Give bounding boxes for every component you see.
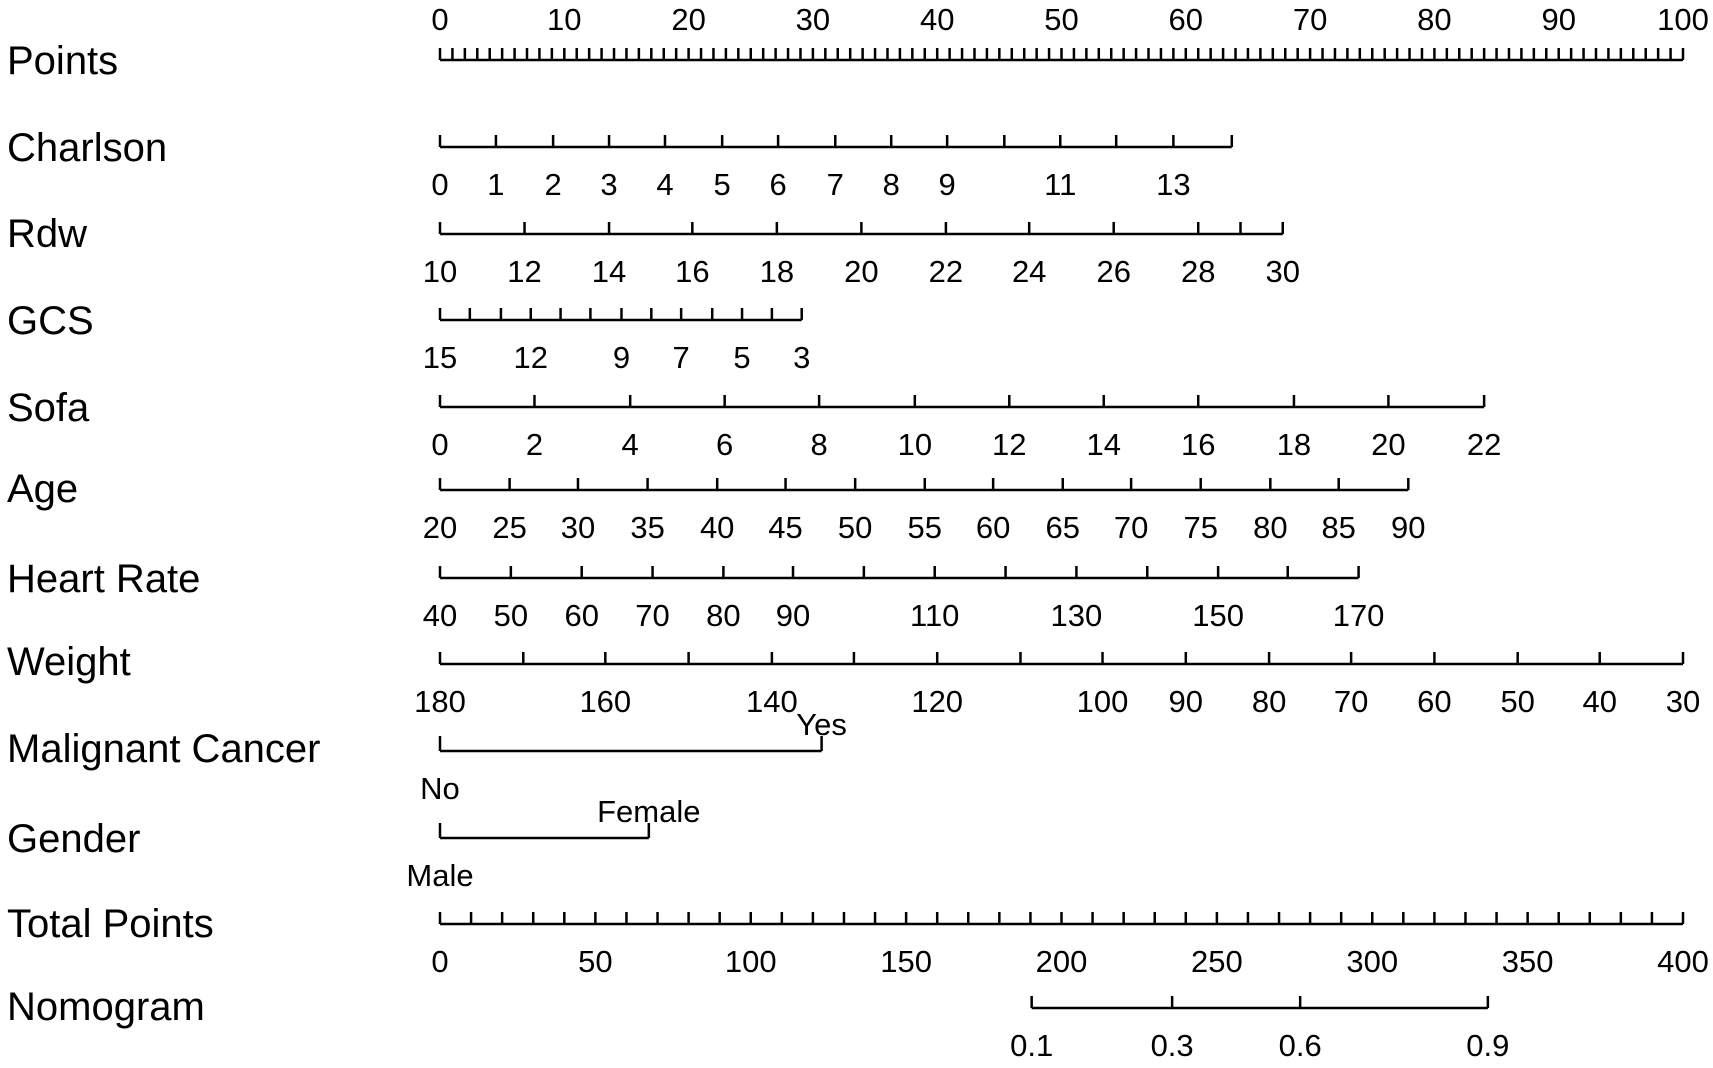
tick-label: 11 <box>1044 167 1077 202</box>
tick-label: 60 <box>1417 684 1452 719</box>
tick-label: Male <box>406 858 474 893</box>
row-gender <box>7 794 701 893</box>
tick-label: 60 <box>564 598 599 633</box>
tick-label: 90 <box>1391 510 1426 545</box>
tick-label: 7 <box>672 340 690 375</box>
tick-label: 0.6 <box>1278 1028 1322 1063</box>
tick-label: 75 <box>1183 510 1218 545</box>
tick-label: 4 <box>621 427 639 462</box>
tick-label: 130 <box>1050 598 1103 633</box>
tick-label: 90 <box>775 598 811 633</box>
tick-label: 10 <box>422 254 458 289</box>
row-age <box>7 467 1426 545</box>
tick-label: 26 <box>1096 254 1131 289</box>
row-label: Nomogram <box>7 985 205 1029</box>
tick-label: 110 <box>910 598 960 633</box>
tick-label: 180 <box>414 684 466 719</box>
row-label: Heart Rate <box>7 557 201 601</box>
tick-label: 4 <box>656 167 674 202</box>
tick-label: 20 <box>422 510 458 545</box>
row-label: Rdw <box>7 212 88 256</box>
row-label: Age <box>7 467 79 511</box>
tick-label: 90 <box>1168 684 1204 719</box>
tick-label: 25 <box>492 510 527 545</box>
tick-label: 80 <box>1417 2 1452 37</box>
tick-label: 350 <box>1501 944 1554 979</box>
tick-label: 40 <box>699 510 735 545</box>
tick-label: 20 <box>844 254 879 289</box>
tick-label: 150 <box>880 944 932 979</box>
tick-label: 24 <box>1011 254 1047 289</box>
tick-label: 400 <box>1657 944 1709 979</box>
tick-label: 0 <box>431 427 449 462</box>
row-heart-rate <box>7 557 1384 633</box>
tick-label: 50 <box>1044 2 1079 37</box>
tick-label: 16 <box>1180 427 1216 462</box>
row-label: Malignant Cancer <box>7 727 321 771</box>
tick-label: 3 <box>600 167 618 202</box>
tick-label: 12 <box>513 340 548 375</box>
row-points <box>7 2 1709 83</box>
row-label: Gender <box>7 817 141 861</box>
tick-label: 50 <box>837 510 873 545</box>
tick-label: 30 <box>795 2 831 37</box>
tick-label: 30 <box>1265 254 1300 289</box>
tick-label: 20 <box>671 2 706 37</box>
tick-label: 85 <box>1321 510 1356 545</box>
tick-label: 2 <box>544 167 562 202</box>
tick-label: 10 <box>897 427 933 462</box>
tick-label: 45 <box>768 510 803 545</box>
tick-label: 6 <box>716 427 734 462</box>
tick-label: 5 <box>733 340 751 375</box>
row-label: Total Points <box>7 902 214 946</box>
tick-label: 0.9 <box>1466 1028 1510 1063</box>
tick-label: 40 <box>919 2 955 37</box>
tick-label: 100 <box>724 944 777 979</box>
row-gcs <box>7 299 810 375</box>
tick-label: 8 <box>810 427 828 462</box>
row-label: GCS <box>7 299 94 343</box>
tick-label: 9 <box>612 340 631 375</box>
tick-label: 50 <box>493 598 529 633</box>
tick-label: 120 <box>911 684 964 719</box>
tick-label: 70 <box>1113 510 1149 545</box>
tick-label: 70 <box>635 598 670 633</box>
tick-label: 0 <box>431 2 449 37</box>
row-label: Weight <box>7 640 131 684</box>
tick-label: 200 <box>1035 944 1088 979</box>
tick-label: 12 <box>507 254 542 289</box>
tick-label: 18 <box>1276 427 1312 462</box>
tick-label: 14 <box>1086 427 1122 462</box>
tick-label: 0 <box>431 944 449 979</box>
tick-label: 22 <box>1466 427 1502 462</box>
tick-label: 55 <box>907 510 943 545</box>
tick-label: 3 <box>793 340 811 375</box>
tick-label: 5 <box>713 167 731 202</box>
tick-label: 10 <box>547 2 582 37</box>
tick-label: 30 <box>1665 684 1701 719</box>
tick-label: 140 <box>746 684 798 719</box>
tick-label: 160 <box>579 684 632 719</box>
tick-label: 0.1 <box>1010 1028 1054 1063</box>
tick-label: 250 <box>1191 944 1243 979</box>
tick-label: 6 <box>769 167 787 202</box>
tick-label: 8 <box>882 167 900 202</box>
tick-label: 35 <box>630 510 665 545</box>
tick-label: 100 <box>1657 2 1709 37</box>
tick-label: 0 <box>431 167 449 202</box>
tick-label: 65 <box>1045 510 1080 545</box>
tick-label: 60 <box>975 510 1011 545</box>
row-total-points <box>7 902 1709 979</box>
tick-label: 150 <box>1192 598 1244 633</box>
tick-label: 12 <box>992 427 1027 462</box>
row-nomogram <box>7 985 1509 1063</box>
tick-label: 16 <box>675 254 710 289</box>
tick-label: 70 <box>1292 2 1328 37</box>
row-label: Charlson <box>7 126 168 170</box>
tick-label: 100 <box>1076 684 1129 719</box>
tick-label: 50 <box>1500 684 1535 719</box>
tick-label: 2 <box>525 427 544 462</box>
tick-label: Female <box>597 794 701 829</box>
tick-label: 90 <box>1541 2 1576 37</box>
tick-label: No <box>420 771 460 806</box>
tick-label: 40 <box>422 598 458 633</box>
tick-label: 15 <box>422 340 458 375</box>
tick-label: 14 <box>591 254 627 289</box>
tick-label: 18 <box>759 254 795 289</box>
tick-label: Yes <box>796 707 847 742</box>
tick-label: 1 <box>487 167 505 202</box>
tick-label: 20 <box>1371 427 1406 462</box>
row-label: Sofa <box>7 386 90 430</box>
tick-label: 0.3 <box>1150 1028 1194 1063</box>
tick-label: 40 <box>1582 684 1617 719</box>
row-charlson <box>7 126 1232 202</box>
tick-label: 9 <box>938 167 956 202</box>
row-label: Points <box>7 39 119 83</box>
tick-label: 13 <box>1156 167 1191 202</box>
tick-label: 7 <box>826 167 844 202</box>
row-rdw <box>7 212 1300 289</box>
tick-label: 50 <box>578 944 613 979</box>
tick-label: 70 <box>1333 684 1369 719</box>
tick-label: 22 <box>928 254 964 289</box>
tick-label: 80 <box>706 598 741 633</box>
tick-label: 28 <box>1180 254 1216 289</box>
tick-label: 30 <box>560 510 596 545</box>
row-malignant-cancer <box>7 707 847 806</box>
tick-label: 300 <box>1346 944 1399 979</box>
row-sofa <box>7 386 1501 462</box>
tick-label: 170 <box>1332 598 1385 633</box>
tick-label: 80 <box>1253 510 1288 545</box>
tick-label: 60 <box>1168 2 1204 37</box>
row-weight <box>7 640 1700 719</box>
tick-label: 80 <box>1251 684 1287 719</box>
